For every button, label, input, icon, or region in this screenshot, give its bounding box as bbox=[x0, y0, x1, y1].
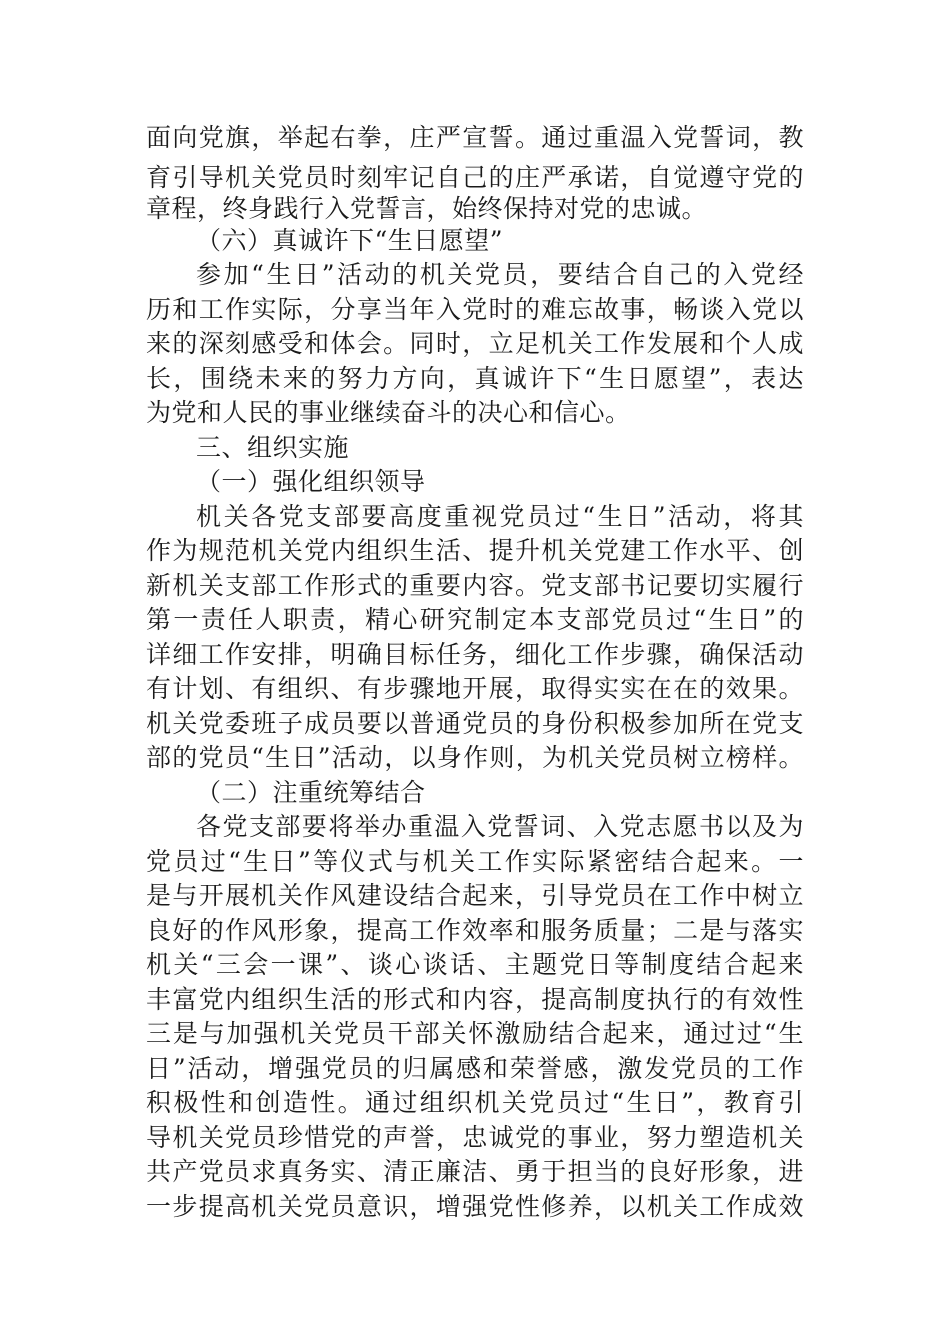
section-subheading: （六）真诚许下“生日愿望” bbox=[196, 226, 504, 255]
text-line: 一步提高机关党员意识，增强党性修养，以机关工作成效 bbox=[146, 1192, 804, 1221]
text-line: 新机关支部工作形式的重要内容。党支部书记要切实履行 bbox=[146, 571, 804, 600]
text-line: 来的深刻感受和体会。同时，立足机关工作发展和个人成 bbox=[146, 329, 804, 358]
text-line: 三是与加强机关党员干部关怀激励结合起来，通过过“生 bbox=[146, 1019, 804, 1048]
text-line: 共产党员求真务实、清正廉洁、勇于担当的良好形象，进 bbox=[146, 1157, 804, 1186]
text-line: 为党和人民的事业继续奋斗的决心和信心。 bbox=[146, 398, 631, 427]
paragraph-first-line: 机关各党支部要高度重视党员过“生日”活动，将其 bbox=[196, 502, 804, 531]
text-line: 积极性和创造性。通过组织机关党员过“生日”，教育引 bbox=[146, 1088, 804, 1117]
text-line: 导机关党员珍惜党的声誉，忠诚党的事业，努力塑造机关 bbox=[146, 1123, 804, 1152]
text-line: 有计划、有组织、有步骤地开展，取得实实在在的效果。 bbox=[146, 674, 804, 703]
text-line: 部的党员“生日”活动，以身作则，为机关党员树立榜样。 bbox=[146, 743, 804, 772]
text-line: 是与开展机关作风建设结合起来，引导党员在工作中树立 bbox=[146, 881, 804, 910]
text-line: 丰富党内组织生活的形式和内容，提高制度执行的有效性 bbox=[146, 985, 804, 1014]
section-heading: 三、组织实施 bbox=[196, 433, 350, 462]
text-line: 机关“三会一课”、谈心谈话、主题党日等制度结合起来 bbox=[146, 950, 804, 979]
text-line: 党员过“生日”等仪式与机关工作实际紧密结合起来。一 bbox=[146, 847, 804, 876]
section-subheading: （二）注重统筹结合 bbox=[196, 778, 426, 807]
text-line: 机关党委班子成员要以普通党员的身份积极参加所在党支 bbox=[146, 709, 804, 738]
text-line: 长，围绕未来的努力方向，真诚许下“生日愿望”，表达 bbox=[146, 364, 804, 393]
text-line: 第一责任人职责，精心研究制定本支部党员过“生日”的 bbox=[146, 605, 804, 634]
text-line: 日”活动，增强党员的归属感和荣誉感，激发党员的工作 bbox=[146, 1054, 804, 1083]
text-line: 作为规范机关党内组织生活、提升机关党建工作水平、创 bbox=[146, 536, 804, 565]
text-line: 良好的作风形象，提高工作效率和服务质量；二是与落实 bbox=[146, 916, 804, 945]
paragraph-first-line: 参加“生日”活动的机关党员，要结合自己的入党经 bbox=[196, 260, 804, 289]
paragraph-first-line: 各党支部要将举办重温入党誓词、入党志愿书以及为 bbox=[196, 812, 804, 841]
text-line: 章程，终身践行入党誓言，始终保持对党的忠诚。 bbox=[146, 194, 708, 223]
section-subheading: （一）强化组织领导 bbox=[196, 467, 426, 496]
text-line: 面向党旗，举起右拳，庄严宣誓。通过重温入党誓词，教 bbox=[146, 123, 804, 152]
text-line: 历和工作实际，分享当年入党时的难忘故事，畅谈入党以 bbox=[146, 295, 804, 324]
text-line: 育引导机关党员时刻牢记自己的庄严承诺，自觉遵守党的 bbox=[146, 163, 804, 192]
text-line: 详细工作安排，明确目标任务，细化工作步骤，确保活动 bbox=[146, 640, 804, 669]
